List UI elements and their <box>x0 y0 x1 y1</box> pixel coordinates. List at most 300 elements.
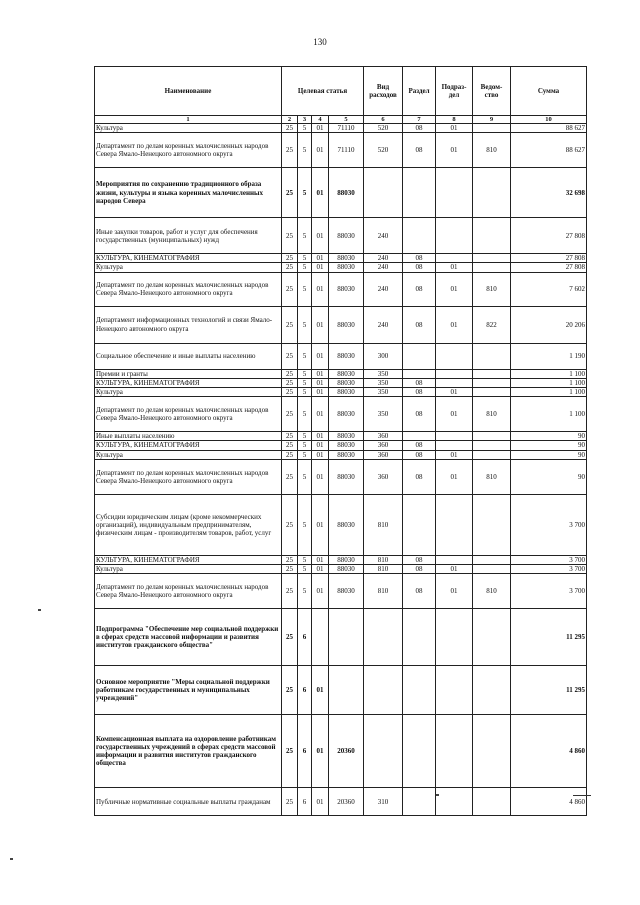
scan-mark <box>38 609 41 611</box>
column-number: 10 <box>511 116 587 124</box>
expense-type-cell: 520 <box>364 133 403 168</box>
sum-cell: 1 100 <box>511 378 587 387</box>
target-subprogram-cell: 5 <box>298 555 312 564</box>
target-direction-cell: 88030 <box>329 441 364 450</box>
section-cell: 08 <box>403 450 436 459</box>
section-cell <box>403 168 436 218</box>
department-cell <box>473 494 511 555</box>
department-cell <box>473 254 511 263</box>
section-cell: 08 <box>403 555 436 564</box>
sum-cell: 27 808 <box>511 263 587 272</box>
subsection-cell <box>436 609 473 666</box>
target-program-cell: 25 <box>282 306 298 343</box>
target-event-cell: 01 <box>312 494 329 555</box>
table-row <box>95 168 587 218</box>
target-event-cell: 01 <box>312 168 329 218</box>
target-event-cell: 01 <box>312 306 329 343</box>
sum-cell: 90 <box>511 459 587 494</box>
table-body <box>95 124 587 816</box>
subsection-cell <box>436 254 473 263</box>
section-cell: 08 <box>403 441 436 450</box>
target-program-cell: 25 <box>282 432 298 441</box>
target-subprogram-cell: 5 <box>298 397 312 432</box>
subsection-cell: 01 <box>436 272 473 306</box>
sum-cell: 3 700 <box>511 555 587 564</box>
target-event-cell: 01 <box>312 441 329 450</box>
subsection-cell <box>436 788 473 816</box>
target-program-cell: 25 <box>282 369 298 378</box>
sum-cell: 7 602 <box>511 272 587 306</box>
subsection-cell <box>436 168 473 218</box>
target-program-cell: 25 <box>282 272 298 306</box>
department-cell <box>473 565 511 574</box>
target-direction-cell: 88030 <box>329 254 364 263</box>
expense-type-cell <box>364 666 403 715</box>
target-program-cell: 25 <box>282 263 298 272</box>
sum-cell: 1 100 <box>511 369 587 378</box>
subsection-cell <box>436 666 473 715</box>
row-name-cell: Культура <box>95 263 282 272</box>
target-subprogram-cell: 5 <box>298 441 312 450</box>
target-subprogram-cell: 5 <box>298 450 312 459</box>
department-cell: 810 <box>473 459 511 494</box>
subsection-cell <box>436 343 473 369</box>
target-program-cell: 25 <box>282 397 298 432</box>
target-program-cell: 25 <box>282 343 298 369</box>
target-program-cell: 25 <box>282 450 298 459</box>
column-number: 4 <box>312 116 329 124</box>
department-cell <box>473 343 511 369</box>
sum-cell: 32 698 <box>511 168 587 218</box>
target-subprogram-cell: 5 <box>298 168 312 218</box>
scan-dash <box>573 795 591 796</box>
target-program-cell: 25 <box>282 715 298 788</box>
header-expense-type: Вид расходов <box>364 67 403 116</box>
department-cell: 810 <box>473 397 511 432</box>
table-row <box>95 397 587 432</box>
table-row <box>95 133 587 168</box>
target-subprogram-cell: 5 <box>298 494 312 555</box>
target-event-cell: 01 <box>312 459 329 494</box>
target-subprogram-cell: 5 <box>298 432 312 441</box>
sum-cell: 1 100 <box>511 388 587 397</box>
expense-type-cell: 300 <box>364 343 403 369</box>
section-cell: 08 <box>403 397 436 432</box>
row-name-cell: КУЛЬТУРА, КИНЕМАТОГРАФИЯ <box>95 555 282 564</box>
expense-type-cell: 350 <box>364 388 403 397</box>
subsection-cell <box>436 218 473 254</box>
column-number-row <box>95 116 587 124</box>
department-cell <box>473 432 511 441</box>
target-program-cell: 25 <box>282 788 298 816</box>
sum-cell: 11 295 <box>511 609 587 666</box>
table-row <box>95 254 587 263</box>
department-cell <box>473 124 511 133</box>
section-cell: 08 <box>403 263 436 272</box>
sum-cell: 88 627 <box>511 133 587 168</box>
header-section: Раздел <box>403 67 436 116</box>
row-name-cell: Культура <box>95 124 282 133</box>
target-direction-cell: 88030 <box>329 343 364 369</box>
target-direction-cell: 20360 <box>329 788 364 816</box>
subsection-cell <box>436 494 473 555</box>
target-direction-cell: 71110 <box>329 124 364 133</box>
subsection-cell <box>436 369 473 378</box>
target-subprogram-cell: 5 <box>298 574 312 609</box>
row-name-cell: Департамент по делам коренных малочисленных народов Севера Ямало-Ненецкого автономного округа <box>95 574 282 609</box>
subsection-cell: 01 <box>436 388 473 397</box>
table-row <box>95 343 587 369</box>
section-cell <box>403 432 436 441</box>
target-program-cell: 25 <box>282 494 298 555</box>
target-event-cell: 01 <box>312 574 329 609</box>
subsection-cell: 01 <box>436 450 473 459</box>
target-program-cell: 25 <box>282 565 298 574</box>
target-program-cell: 25 <box>282 555 298 564</box>
subsection-cell: 01 <box>436 565 473 574</box>
row-name-cell: Основное мероприятие "Меры социальной поддержки работникам государственных и муниципальных учреждений" <box>95 666 282 715</box>
expense-type-cell: 240 <box>364 272 403 306</box>
row-name-cell: Иные закупки товаров, работ и услуг для обеспечения государственных (муниципальных) нужд <box>95 218 282 254</box>
table-row <box>95 609 587 666</box>
expense-type-cell: 240 <box>364 218 403 254</box>
target-program-cell: 25 <box>282 218 298 254</box>
expense-type-cell: 810 <box>364 565 403 574</box>
target-subprogram-cell: 5 <box>298 254 312 263</box>
sum-cell: 4 860 <box>511 715 587 788</box>
sum-cell: 3 700 <box>511 494 587 555</box>
column-number: 7 <box>403 116 436 124</box>
target-subprogram-cell: 6 <box>298 666 312 715</box>
target-event-cell: 01 <box>312 388 329 397</box>
expense-type-cell: 360 <box>364 459 403 494</box>
target-direction-cell: 88030 <box>329 272 364 306</box>
section-cell: 08 <box>403 459 436 494</box>
page-number: 130 <box>313 37 327 47</box>
department-cell <box>473 609 511 666</box>
subsection-cell: 01 <box>436 133 473 168</box>
target-event-cell: 01 <box>312 666 329 715</box>
expense-type-cell: 810 <box>364 494 403 555</box>
expense-type-cell: 360 <box>364 450 403 459</box>
row-name-cell: КУЛЬТУРА, КИНЕМАТОГРАФИЯ <box>95 254 282 263</box>
row-name-cell: Культура <box>95 565 282 574</box>
target-direction-cell <box>329 666 364 715</box>
target-direction-cell: 88030 <box>329 168 364 218</box>
section-cell: 08 <box>403 254 436 263</box>
section-cell <box>403 369 436 378</box>
section-cell: 08 <box>403 124 436 133</box>
sum-cell: 27 808 <box>511 218 587 254</box>
target-event-cell: 01 <box>312 218 329 254</box>
target-subprogram-cell: 5 <box>298 459 312 494</box>
header-department: Ведом-ство <box>473 67 511 116</box>
expense-type-cell <box>364 609 403 666</box>
table-row <box>95 263 587 272</box>
table-row <box>95 574 587 609</box>
target-subprogram-cell: 6 <box>298 609 312 666</box>
row-name-cell: КУЛЬТУРА, КИНЕМАТОГРАФИЯ <box>95 441 282 450</box>
sum-cell: 4 860 <box>511 788 587 816</box>
sum-cell: 1 100 <box>511 397 587 432</box>
row-name-cell: Культура <box>95 388 282 397</box>
target-subprogram-cell: 5 <box>298 124 312 133</box>
section-cell: 08 <box>403 574 436 609</box>
target-subprogram-cell: 5 <box>298 343 312 369</box>
section-cell <box>403 343 436 369</box>
row-name-cell: Департамент по делам коренных малочисленных народов Севера Ямало-Ненецкого автономного округа <box>95 133 282 168</box>
scan-mark <box>10 858 13 860</box>
target-direction-cell <box>329 609 364 666</box>
target-program-cell: 25 <box>282 459 298 494</box>
subsection-cell <box>436 432 473 441</box>
department-cell <box>473 666 511 715</box>
expense-type-cell: 240 <box>364 254 403 263</box>
target-direction-cell: 88030 <box>329 397 364 432</box>
expense-type-cell: 810 <box>364 555 403 564</box>
target-subprogram-cell: 5 <box>298 263 312 272</box>
section-cell: 08 <box>403 378 436 387</box>
target-subprogram-cell: 5 <box>298 272 312 306</box>
target-subprogram-cell: 5 <box>298 133 312 168</box>
table-row <box>95 369 587 378</box>
row-name-cell: Иные выплаты населению <box>95 432 282 441</box>
expense-type-cell: 240 <box>364 306 403 343</box>
department-cell <box>473 218 511 254</box>
table-row <box>95 378 587 387</box>
target-event-cell <box>312 609 329 666</box>
row-name-cell: Департамент по делам коренных малочисленных народов Севера Ямало-Ненецкого автономного округа <box>95 272 282 306</box>
expense-type-cell: 360 <box>364 432 403 441</box>
department-cell <box>473 263 511 272</box>
sum-cell: 3 700 <box>511 574 587 609</box>
section-cell <box>403 494 436 555</box>
target-subprogram-cell: 5 <box>298 218 312 254</box>
table-row <box>95 218 587 254</box>
target-direction-cell: 88030 <box>329 432 364 441</box>
column-number: 5 <box>329 116 364 124</box>
budget-table <box>94 66 587 816</box>
target-event-cell: 01 <box>312 343 329 369</box>
target-direction-cell: 88030 <box>329 388 364 397</box>
column-number: 9 <box>473 116 511 124</box>
target-event-cell: 01 <box>312 397 329 432</box>
target-subprogram-cell: 5 <box>298 388 312 397</box>
column-number: 8 <box>436 116 473 124</box>
expense-type-cell: 810 <box>364 574 403 609</box>
row-name-cell: Компенсационная выплата на оздоровление работникам государственных учреждений в сферах средств массовой информации и развития институтов гражданского общества <box>95 715 282 788</box>
target-program-cell: 25 <box>282 574 298 609</box>
target-program-cell: 25 <box>282 388 298 397</box>
table-row <box>95 124 587 133</box>
expense-type-cell <box>364 715 403 788</box>
subsection-cell <box>436 715 473 788</box>
row-name-cell: Премии и гранты <box>95 369 282 378</box>
table-row <box>95 441 587 450</box>
row-name-cell: Департамент по делам коренных малочисленных народов Севера Ямало-Ненецкого автономного округа <box>95 397 282 432</box>
target-direction-cell: 88030 <box>329 378 364 387</box>
sum-cell: 1 190 <box>511 343 587 369</box>
department-cell <box>473 441 511 450</box>
sum-cell: 20 206 <box>511 306 587 343</box>
target-program-cell: 25 <box>282 666 298 715</box>
department-cell <box>473 168 511 218</box>
target-direction-cell: 88030 <box>329 306 364 343</box>
row-name-cell: Подпрограмма "Обеспечение мер социальной поддержки в сферах средств массовой информации и развития институтов гражданского общества" <box>95 609 282 666</box>
target-direction-cell: 88030 <box>329 263 364 272</box>
target-direction-cell: 88030 <box>329 565 364 574</box>
target-subprogram-cell: 6 <box>298 788 312 816</box>
row-name-cell: Департамент по делам коренных малочисленных народов Севера Ямало-Ненецкого автономного округа <box>95 459 282 494</box>
subsection-cell: 01 <box>436 306 473 343</box>
department-cell: 822 <box>473 306 511 343</box>
department-cell <box>473 388 511 397</box>
column-number: 6 <box>364 116 403 124</box>
row-name-cell: Социальное обеспечение и иные выплаты населению <box>95 343 282 369</box>
target-subprogram-cell: 5 <box>298 565 312 574</box>
section-cell <box>403 715 436 788</box>
subsection-cell: 01 <box>436 124 473 133</box>
sum-cell: 88 627 <box>511 124 587 133</box>
expense-type-cell: 310 <box>364 788 403 816</box>
target-direction-cell: 88030 <box>329 459 364 494</box>
column-number: 3 <box>298 116 312 124</box>
sum-cell: 90 <box>511 441 587 450</box>
target-event-cell: 01 <box>312 715 329 788</box>
target-event-cell: 01 <box>312 378 329 387</box>
section-cell: 08 <box>403 565 436 574</box>
target-event-cell: 01 <box>312 263 329 272</box>
row-name-cell: Мероприятия по сохранению традиционного образа жизни, культуры и языка коренных малочисленных народов Севера <box>95 168 282 218</box>
section-cell: 08 <box>403 388 436 397</box>
target-program-cell: 25 <box>282 441 298 450</box>
header-name: Наименование <box>95 67 282 116</box>
target-direction-cell: 88030 <box>329 555 364 564</box>
target-event-cell: 01 <box>312 254 329 263</box>
department-cell: 810 <box>473 272 511 306</box>
target-event-cell: 01 <box>312 272 329 306</box>
target-program-cell: 25 <box>282 254 298 263</box>
subsection-cell: 01 <box>436 459 473 494</box>
department-cell <box>473 369 511 378</box>
header-sum: Сумма <box>511 67 587 116</box>
target-direction-cell: 71110 <box>329 133 364 168</box>
target-direction-cell: 20360 <box>329 715 364 788</box>
department-cell: 810 <box>473 133 511 168</box>
table-row <box>95 494 587 555</box>
target-event-cell: 01 <box>312 450 329 459</box>
sum-cell: 90 <box>511 432 587 441</box>
subsection-cell <box>436 441 473 450</box>
expense-type-cell <box>364 168 403 218</box>
row-name-cell: Департамент информационных технологий и связи Ямало-Ненецкого автономного округа <box>95 306 282 343</box>
table-row <box>95 565 587 574</box>
sum-cell: 27 808 <box>511 254 587 263</box>
department-cell <box>473 715 511 788</box>
target-event-cell: 01 <box>312 788 329 816</box>
table-row <box>95 306 587 343</box>
expense-type-cell: 350 <box>364 378 403 387</box>
target-direction-cell: 88030 <box>329 494 364 555</box>
table-row <box>95 272 587 306</box>
expense-type-cell: 350 <box>364 397 403 432</box>
table-row <box>95 788 587 816</box>
header-subsection: Подраз-дел <box>436 67 473 116</box>
table-row <box>95 388 587 397</box>
subsection-cell: 01 <box>436 574 473 609</box>
column-number: 1 <box>95 116 282 124</box>
target-direction-cell: 88030 <box>329 369 364 378</box>
sum-cell: 3 700 <box>511 565 587 574</box>
scan-mark <box>436 794 439 796</box>
target-event-cell: 01 <box>312 124 329 133</box>
table-row <box>95 459 587 494</box>
sum-cell: 90 <box>511 450 587 459</box>
department-cell <box>473 378 511 387</box>
subsection-cell <box>436 555 473 564</box>
target-direction-cell: 88030 <box>329 218 364 254</box>
table-row <box>95 555 587 564</box>
target-event-cell: 01 <box>312 133 329 168</box>
table-row <box>95 715 587 788</box>
target-event-cell: 01 <box>312 565 329 574</box>
department-cell <box>473 788 511 816</box>
section-cell <box>403 666 436 715</box>
subsection-cell <box>436 378 473 387</box>
expense-type-cell: 350 <box>364 369 403 378</box>
expense-type-cell: 240 <box>364 263 403 272</box>
header-target-article: Целевая статья <box>282 67 364 116</box>
table-row <box>95 666 587 715</box>
target-program-cell: 25 <box>282 168 298 218</box>
target-subprogram-cell: 5 <box>298 378 312 387</box>
target-direction-cell: 88030 <box>329 574 364 609</box>
section-cell: 08 <box>403 272 436 306</box>
row-name-cell: КУЛЬТУРА, КИНЕМАТОГРАФИЯ <box>95 378 282 387</box>
table-row <box>95 432 587 441</box>
target-program-cell: 25 <box>282 378 298 387</box>
row-name-cell: Культура <box>95 450 282 459</box>
sum-cell: 11 295 <box>511 666 587 715</box>
section-cell: 08 <box>403 133 436 168</box>
target-subprogram-cell: 6 <box>298 715 312 788</box>
target-program-cell: 25 <box>282 133 298 168</box>
subsection-cell: 01 <box>436 397 473 432</box>
section-cell <box>403 218 436 254</box>
target-event-cell: 01 <box>312 369 329 378</box>
target-program-cell: 25 <box>282 124 298 133</box>
target-event-cell: 01 <box>312 432 329 441</box>
section-cell <box>403 609 436 666</box>
department-cell <box>473 555 511 564</box>
target-subprogram-cell: 5 <box>298 306 312 343</box>
target-event-cell: 01 <box>312 555 329 564</box>
section-cell: 08 <box>403 306 436 343</box>
subsection-cell: 01 <box>436 263 473 272</box>
row-name-cell: Публичные нормативные социальные выплаты гражданам <box>95 788 282 816</box>
expense-type-cell: 360 <box>364 441 403 450</box>
table-row <box>95 450 587 459</box>
department-cell <box>473 450 511 459</box>
department-cell: 810 <box>473 574 511 609</box>
column-number: 2 <box>282 116 298 124</box>
row-name-cell: Субсидии юридическим лицам (кроме некоммерческих организаций), индивидуальным предпринимателям, физическим лицам - производителям товаров, работ, услуг <box>95 494 282 555</box>
target-direction-cell: 88030 <box>329 450 364 459</box>
section-cell <box>403 788 436 816</box>
expense-type-cell: 520 <box>364 124 403 133</box>
target-subprogram-cell: 5 <box>298 369 312 378</box>
target-program-cell: 25 <box>282 609 298 666</box>
